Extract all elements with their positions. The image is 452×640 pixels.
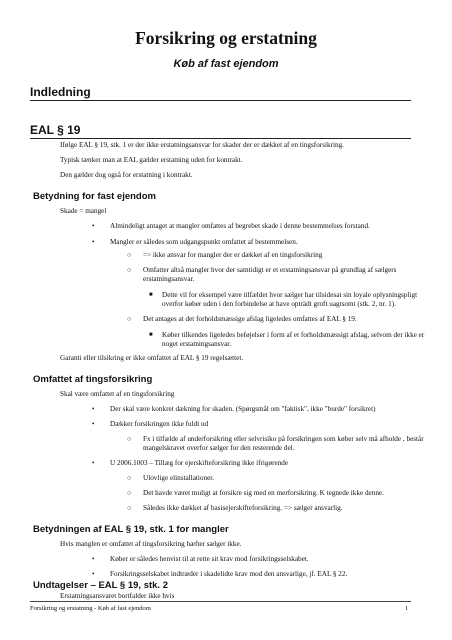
list-item: Køber er således henvist til at rette sit krav mod forsikringsselskabet.: [110, 555, 309, 563]
subsection-heading-undtagelser: Undtagelser – EAL § 19, stk. 2: [33, 580, 168, 591]
paragraph: Skade = mangel: [60, 207, 107, 215]
paragraph: Skal være omfattet af en tingsforsikring: [60, 390, 175, 398]
list-item: Almindeligt antaget at mangler omfattes af begrebet skade i denne bestemmelses forstand.: [110, 222, 370, 230]
square-bullet-marker: ■: [149, 292, 153, 298]
sub-bullet-marker: ○: [127, 435, 132, 443]
list-item: U 2006.1003 – Tillæg for ejerskifteforsikring ikke ifrigørende: [110, 459, 289, 467]
subsection-heading-omfattet: Omfattet af tingsforsikring: [33, 374, 153, 385]
paragraph: Ifølge EAL § 19, stk. 1 er der ikke erstatningsansvar for skader der er dækket af en tingsforsikring.: [60, 141, 344, 149]
list-item-continued: noget erstatningsansvar.: [162, 340, 232, 348]
sub-bullet-marker: ○: [127, 315, 132, 323]
list-item: Køber tilkendes ligeledes beføjelser i form af et forholdsmæssigt afslag, selvom der ikke er: [162, 331, 425, 339]
paragraph: Den gælder dog også for erstatning i kontrakt.: [60, 171, 193, 179]
sub-bullet-marker: ○: [127, 474, 132, 482]
list-item: Dækker forsikringen ikke fuldt ud: [110, 420, 209, 428]
sub-bullet-marker: ○: [127, 266, 132, 274]
list-item: Omfatter altså mangler hvor der samtidigt er et erstatningsansvar på grundlag af sælgers: [143, 266, 397, 274]
paragraph: Typisk tænker man at EAL gælder erstatning uden for kontrakt.: [60, 156, 243, 164]
sub-bullet-marker: ○: [127, 251, 132, 259]
subsection-heading-betydning: Betydning for fast ejendom: [33, 191, 156, 202]
section-heading-indledning: Indledning: [30, 86, 411, 101]
list-item: Fx i tilfælde af underforsikring eller selvrisiko på forsikringen som køber selv må afholde , består: [143, 435, 424, 443]
list-item: Således ikke dækket af basisejerskifteforsikring. => sælger ansvarlig.: [143, 504, 343, 512]
paragraph: Hvis manglen er omfattet af tingsforsikring hæfter sælger ikke.: [60, 540, 242, 548]
page-subtitle: Køb af fast ejendom: [173, 58, 279, 70]
list-item: Det antages at det forholdsmæssige afslag ligeledes omfattes af EAL § 19.: [143, 315, 357, 323]
list-item: Der skal være konkret dækning for skaden. (Spørgsmål om "faktisk", ikke "burde" forsikret): [110, 405, 376, 413]
list-item: Det havde været muligt at forsikre sig med en merforsikring. K tegnede ikke denne.: [143, 489, 384, 497]
list-item-continued: overfor køber uden i den forbindelse at have opträdt groft uagtsomt (stk. 2, nr. 1).: [162, 300, 396, 308]
list-item-continued: erstatningsansvar.: [143, 275, 195, 283]
list-item: => ikke ansvar for mangler der er dækket af en tingsforsikring: [143, 251, 323, 259]
bullet-marker: •: [92, 459, 95, 467]
footer-text: Forsikring og erstatning - Køb af fast ejendom: [30, 605, 151, 612]
bullet-marker: •: [92, 405, 95, 413]
bullet-marker: •: [92, 238, 95, 246]
list-item-continued: mangelskravet overfor sælger for den resterende del.: [143, 444, 295, 452]
list-item: Mangler er således som udgangspunkt omfattet af bestemmelsen.: [110, 238, 298, 246]
list-item: Ulovlige elinstallationer.: [143, 474, 215, 482]
section-heading-eal19: EAL § 19: [30, 124, 411, 139]
paragraph: Garanti eller tilsikring er ikke omfattet af EAL § 19 regelsættet.: [60, 354, 244, 362]
bullet-marker: •: [92, 555, 95, 563]
square-bullet-marker: ■: [149, 332, 153, 338]
list-item: Forsikringsselskabet indtræder i skadelidte krav mod den ansvarlige, jf. EAL § 22.: [110, 570, 348, 578]
sub-bullet-marker: ○: [127, 489, 132, 497]
page-number: 1: [405, 605, 409, 612]
subsection-heading-betydningen: Betydningen af EAL § 19, stk. 1 for mangler: [33, 524, 229, 535]
paragraph: Erstatningsansvaret bortfalder ikke hvis: [60, 592, 175, 600]
bullet-marker: •: [92, 420, 95, 428]
sub-bullet-marker: ○: [127, 504, 132, 512]
bullet-marker: •: [92, 222, 95, 230]
bullet-marker: •: [92, 570, 95, 578]
list-item: Dette vil for eksempel være tilfældet hvor sælger har tilsidesat sin loyale oplysningspligt: [162, 291, 418, 299]
page-title: Forsikring og erstatning: [135, 28, 317, 48]
